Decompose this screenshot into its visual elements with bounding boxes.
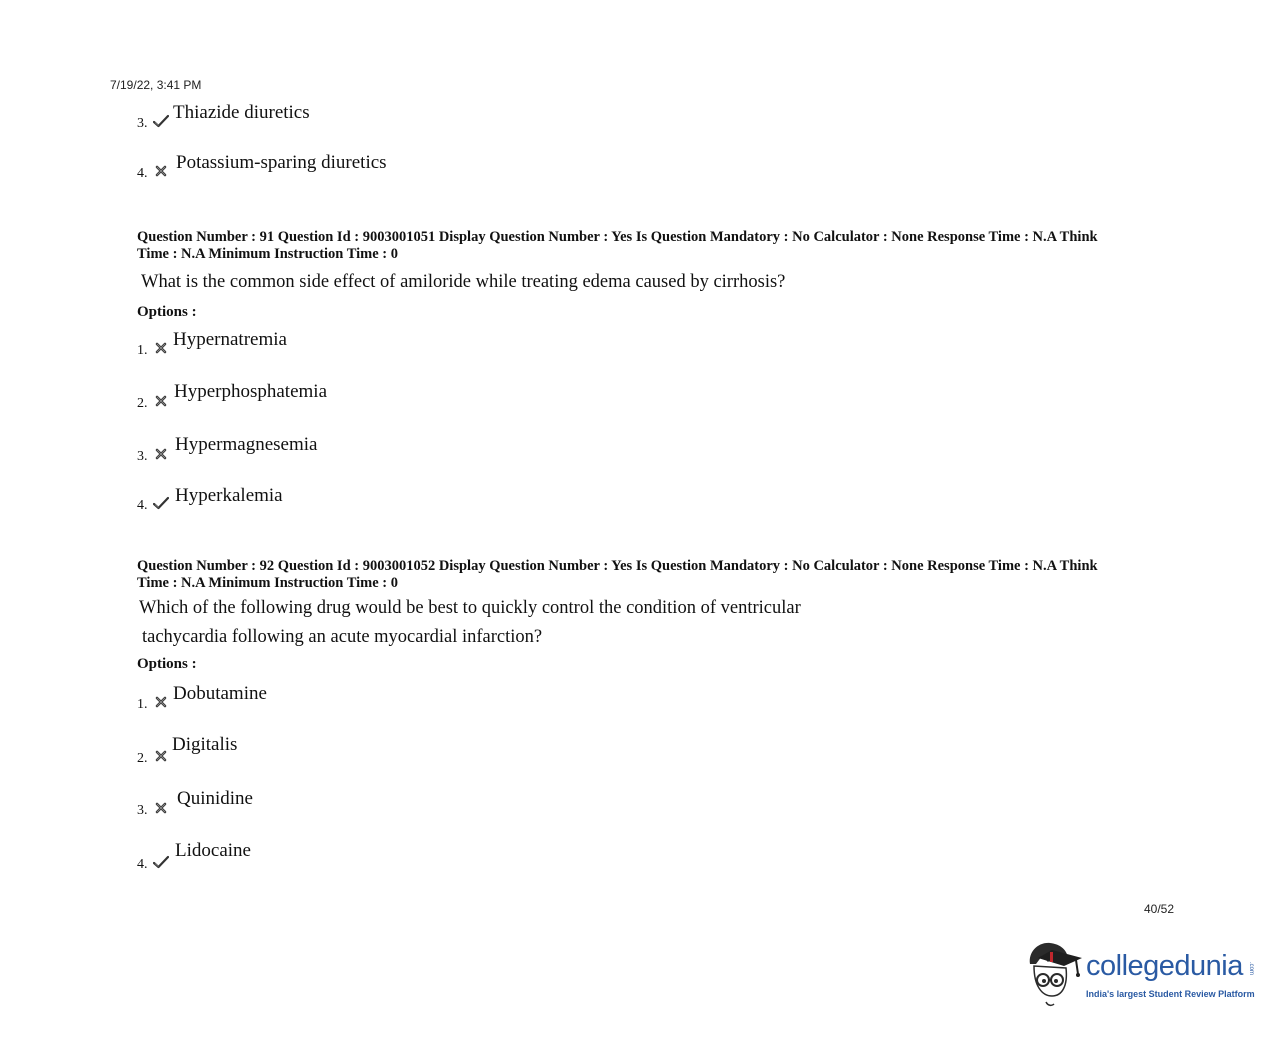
- option-number: 3.: [137, 116, 148, 131]
- option-text: Quinidine: [177, 788, 253, 809]
- page-number: 40/52: [1144, 902, 1175, 916]
- question-meta: [137, 558, 1157, 592]
- option-text: Hypermagnesemia: [175, 434, 318, 455]
- option-text: Lidocaine: [175, 840, 251, 861]
- option-text: Potassium-sparing diuretics: [176, 152, 387, 173]
- cross-icon: [153, 341, 169, 355]
- option-number: 4.: [137, 166, 148, 181]
- option-number: 1.: [137, 343, 148, 358]
- question-text-line: Which of the following drug would be best to quickly control the condition of ventricular: [139, 598, 801, 618]
- option-number: 2.: [137, 396, 148, 411]
- check-icon: [153, 114, 169, 128]
- option-text: Hyperkalemia: [175, 485, 283, 506]
- check-icon: [153, 855, 169, 869]
- print-timestamp: 7/19/22, 3:41 PM: [110, 78, 202, 92]
- option-text: Digitalis: [172, 734, 238, 755]
- cross-icon: [153, 695, 169, 709]
- cross-icon: [153, 801, 169, 815]
- option-text: Hypernatremia: [173, 329, 287, 350]
- option-text: Dobutamine: [173, 683, 267, 704]
- cross-icon: [153, 749, 169, 763]
- option-text: Thiazide diuretics: [173, 102, 310, 123]
- option-number: 3.: [137, 803, 148, 818]
- options-label: Options :: [137, 656, 197, 672]
- option-text: Hyperphosphatemia: [174, 381, 328, 402]
- cross-icon: [153, 394, 169, 408]
- graduate-mascot-icon: [1024, 938, 1086, 1010]
- brand-name: collegedunia: [1086, 950, 1243, 982]
- options-label: Options :: [137, 304, 197, 320]
- option-number: 2.: [137, 751, 148, 766]
- check-icon: [153, 496, 169, 510]
- option-number: 4.: [137, 498, 148, 513]
- question-meta: [137, 229, 1157, 263]
- brand-logo: [1024, 938, 1254, 1010]
- option-number: 3.: [137, 449, 148, 464]
- question-meta-line: Question Number : 92 Question Id : 9003001052 Display Question Number : Yes Is Question Mandatory : No Calculator : None Response Time : N.A Think: [137, 558, 1098, 574]
- brand-suffix: .com: [1248, 962, 1254, 976]
- question-meta-line: Question Number : 91 Question Id : 9003001051 Display Question Number : Yes Is Question Mandatory : No Calculator : None Response Time : N.A Think: [137, 229, 1098, 245]
- brand-tagline: India's largest Student Review Platform: [1086, 989, 1255, 999]
- question-meta-line: Time : N.A Minimum Instruction Time : 0: [137, 575, 399, 591]
- cross-icon: [153, 164, 169, 178]
- option-number: 4.: [137, 857, 148, 872]
- question-text: What is the common side effect of amiloride while treating edema caused by cirrhosis?: [141, 272, 786, 292]
- option-number: 1.: [137, 697, 148, 712]
- question-text-line: tachycardia following an acute myocardial infarction?: [142, 627, 543, 647]
- cross-icon: [153, 447, 169, 461]
- question-meta-line: Time : N.A Minimum Instruction Time : 0: [137, 246, 399, 262]
